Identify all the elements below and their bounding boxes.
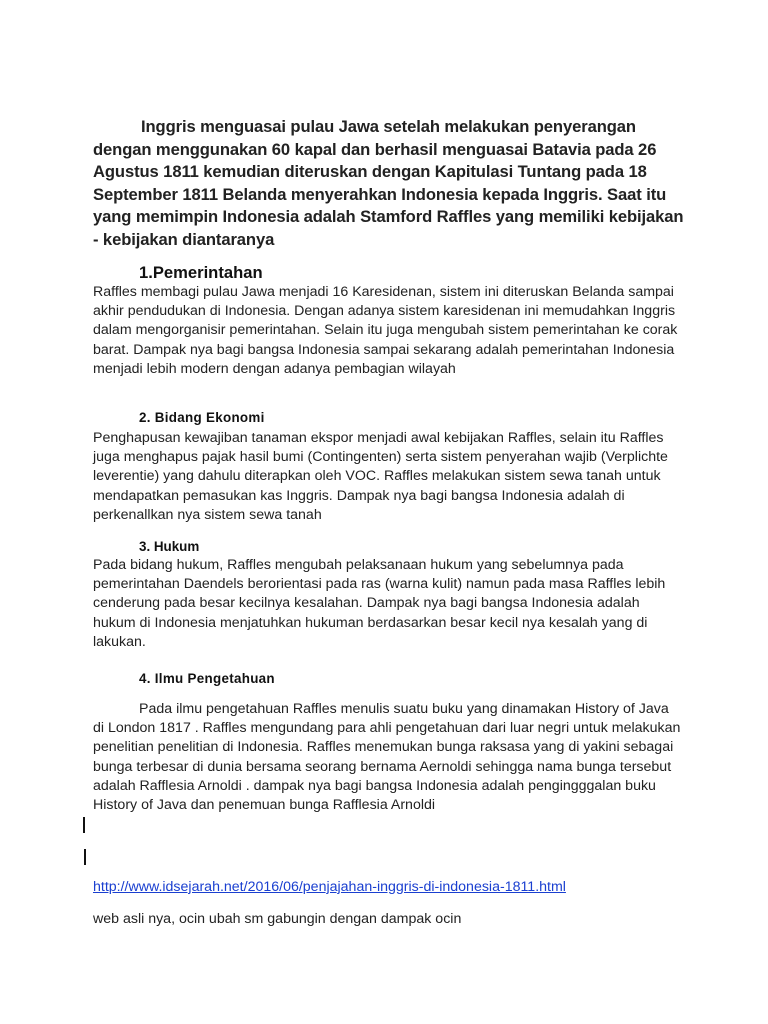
section-body-hukum: Pada bidang hukum, Raffles mengubah pelaksanaan hukum yang sebelumnya pada pemerintahan Daendels berorientasi pada ras (warna kulit) namun pada masa Raffles lebih cenderung pada besar kecilnya kesalahan. Dampak nya bagi bangsa Indonesia adalah hukum di Indonesia menjatuhkan hukuman berdasarkan besar kecil nya kesalah yang di lakukan. xyxy=(93,557,666,650)
text-cursor xyxy=(84,849,86,865)
section-title-ilmu-pengetahuan: 4. Ilmu Pengetahuan xyxy=(139,671,275,686)
note-text: web asli nya, ocin ubah sm gabungin dengan dampak ocin xyxy=(93,911,462,927)
text-cursor xyxy=(83,817,85,833)
section-title-hukum: 3. Hukum xyxy=(139,539,200,554)
section-body-ekonomi: Penghapusan kewajiban tanaman ekspor menjadi awal kebijakan Raffles, selain itu Raffles juga menghapus pajak hasil bumi (Contingenten) serta sistem penyerahan wajib (Verplichte leverentie) yang dahulu diterapkan oleh VOC. Raffles melakukan sistem sewa tanah untuk mendapatkan pemasukan kas Inggris. Dampak nya bagi bangsa Indonesia adalah di perkenallkan nya sistem sewa tanah xyxy=(93,430,668,523)
section-title-pemerintahan: 1.Pemerintahan xyxy=(139,263,263,282)
section-title-ekonomi: 2. Bidang Ekonomi xyxy=(139,410,265,425)
section-body-pemerintahan: Raffles membagi pulau Jawa menjadi 16 Karesidenan, sistem ini diteruskan Belanda sampai akhir pendudukan di Indonesia. Dengan adanya sistem karesidenan ini memudahkan Inggris dalam mengorganisir pemerintahan. Selain itu juga mengubah sistem pemerintahan ke corak barat. Dampak nya bagi bangsa Indonesia sampai sekarang adalah pemerintahan Indonesia menjadi lebih modern dengan adanya pembagian wilayah xyxy=(93,284,678,377)
section-body-ilmu-pengetahuan-text: Pada ilmu pengetahuan Raffles menulis suatu buku yang dinamakan History of Java di London 1817 . Raffles mengundang para ahli pengetahuan dari luar negri untuk melakukan penelitian penelitian di Indonesia. Raffles menemukan bunga raksasa yang di yakini sebagai bunga terbesar di dunia bersama seorang bernama Aernoldi sehingga nama bunga tersebut adalah Rafflesia Arnoldi . dampak nya bagi bangsa Indonesia adalah pengingggalan buku History of Java dan penemuan bunga Rafflesia Arnoldi xyxy=(93,701,681,814)
source-link[interactable]: http://www.idsejarah.net/2016/06/penjajahan-inggris-di-indonesia-1811.html xyxy=(93,879,566,895)
intro-paragraph xyxy=(93,116,693,252)
intro-text: Inggris menguasai pulau Jawa setelah melakukan penyerangan dengan menggunakan 60 kapal dan berhasil menguasai Batavia pada 26 Agustus 1811 kemudian diteruskan dengan Kapitulasi Tuntang pada 18 September 1811 Belanda menyerahkan Indonesia kepada Inggris. Saat itu yang memimpin Indonesia adalah Stamford Raffles yang memiliki kebijakan - kebijakan diantaranya xyxy=(93,117,684,249)
section-body-ilmu-pengetahuan xyxy=(93,700,683,815)
